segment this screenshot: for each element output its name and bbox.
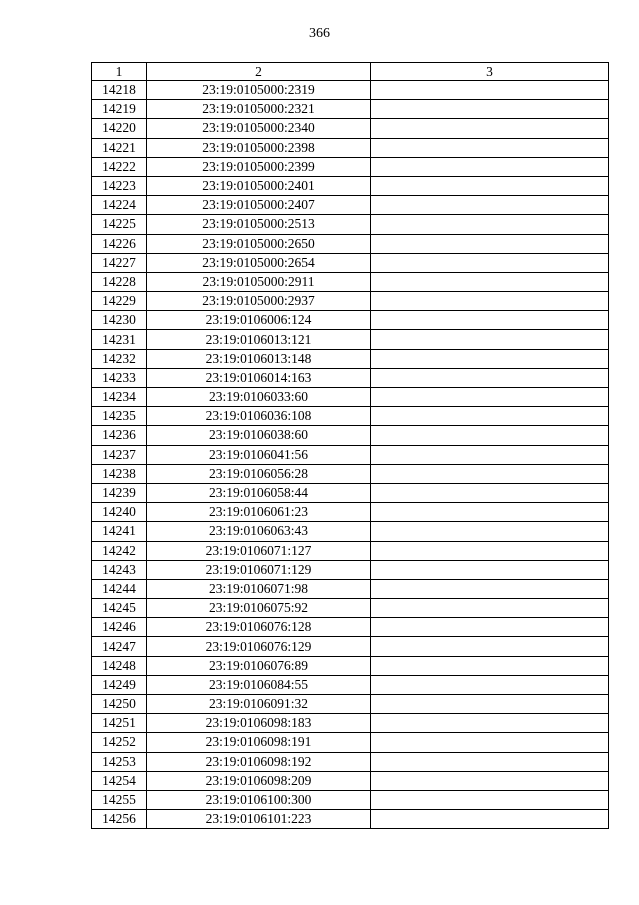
- row-number-cell: 14230: [92, 311, 147, 330]
- notes-cell: [371, 330, 609, 349]
- row-number-cell: 14242: [92, 541, 147, 560]
- row-number-cell: 14253: [92, 752, 147, 771]
- table-row: [92, 426, 609, 445]
- notes-cell: [371, 714, 609, 733]
- row-number-cell: 14243: [92, 560, 147, 579]
- row-number-cell: 14224: [92, 196, 147, 215]
- cadastral-number-cell: 23:19:0106013:148: [147, 349, 371, 368]
- notes-cell: [371, 368, 609, 387]
- table-row: [92, 253, 609, 272]
- cadastral-number-cell: 23:19:0106076:129: [147, 637, 371, 656]
- row-number-cell: 14220: [92, 119, 147, 138]
- notes-cell: [371, 675, 609, 694]
- row-number-cell: 14222: [92, 157, 147, 176]
- notes-cell: [371, 100, 609, 119]
- table-header: [92, 63, 609, 81]
- row-number-cell: 14234: [92, 388, 147, 407]
- notes-cell: [371, 215, 609, 234]
- cadastral-number-cell: 23:19:0106041:56: [147, 445, 371, 464]
- row-number-cell: 14245: [92, 599, 147, 618]
- cadastral-number-cell: 23:19:0106033:60: [147, 388, 371, 407]
- cadastral-number-cell: 23:19:0106091:32: [147, 695, 371, 714]
- row-number-cell: 14239: [92, 483, 147, 502]
- table-row: [92, 599, 609, 618]
- row-number-cell: 14218: [92, 81, 147, 100]
- table-row: [92, 272, 609, 291]
- row-number-cell: 14246: [92, 618, 147, 637]
- row-number-cell: 14237: [92, 445, 147, 464]
- cadastral-number-cell: 23:19:0106084:55: [147, 675, 371, 694]
- notes-cell: [371, 388, 609, 407]
- notes-cell: [371, 445, 609, 464]
- table-row: [92, 483, 609, 502]
- table-row: [92, 100, 609, 119]
- notes-cell: [371, 176, 609, 195]
- notes-cell: [371, 656, 609, 675]
- notes-cell: [371, 599, 609, 618]
- notes-cell: [371, 311, 609, 330]
- cadastral-number-cell: 23:19:0106076:89: [147, 656, 371, 675]
- row-number-cell: 14244: [92, 579, 147, 598]
- table-row: [92, 292, 609, 311]
- cadastral-number-cell: 23:19:0106056:28: [147, 464, 371, 483]
- table-row: [92, 368, 609, 387]
- notes-cell: [371, 253, 609, 272]
- cadastral-number-cell: 23:19:0105000:2513: [147, 215, 371, 234]
- cadastral-number-cell: 23:19:0106098:209: [147, 771, 371, 790]
- cadastral-number-cell: 23:19:0106071:127: [147, 541, 371, 560]
- column-header-cadastral: 2: [147, 63, 371, 81]
- row-number-cell: 14256: [92, 810, 147, 829]
- notes-cell: [371, 196, 609, 215]
- table-row: [92, 714, 609, 733]
- table-row: [92, 407, 609, 426]
- row-number-cell: 14228: [92, 272, 147, 291]
- cadastral-number-cell: 23:19:0105000:2650: [147, 234, 371, 253]
- row-number-cell: 14233: [92, 368, 147, 387]
- notes-cell: [371, 733, 609, 752]
- notes-cell: [371, 522, 609, 541]
- row-number-cell: 14223: [92, 176, 147, 195]
- cadastral-number-cell: 23:19:0106006:124: [147, 311, 371, 330]
- row-number-cell: 14219: [92, 100, 147, 119]
- notes-cell: [371, 81, 609, 100]
- row-number-cell: 14231: [92, 330, 147, 349]
- row-number-cell: 14240: [92, 503, 147, 522]
- row-number-cell: 14221: [92, 138, 147, 157]
- cadastral-number-cell: 23:19:0106061:23: [147, 503, 371, 522]
- cadastral-number-cell: 23:19:0106075:92: [147, 599, 371, 618]
- notes-cell: [371, 426, 609, 445]
- cadastral-number-cell: 23:19:0106098:192: [147, 752, 371, 771]
- cadastral-number-cell: 23:19:0105000:2937: [147, 292, 371, 311]
- table-row: [92, 752, 609, 771]
- row-number-cell: 14254: [92, 771, 147, 790]
- cadastral-number-cell: 23:19:0106101:223: [147, 810, 371, 829]
- notes-cell: [371, 637, 609, 656]
- table-row: [92, 560, 609, 579]
- row-number-cell: 14235: [92, 407, 147, 426]
- notes-cell: [371, 292, 609, 311]
- cadastral-number-cell: 23:19:0105000:2401: [147, 176, 371, 195]
- table-row: [92, 637, 609, 656]
- row-number-cell: 14232: [92, 349, 147, 368]
- cadastral-number-cell: 23:19:0106071:129: [147, 560, 371, 579]
- cadastral-number-cell: 23:19:0105000:2407: [147, 196, 371, 215]
- cadastral-number-cell: 23:19:0106036:108: [147, 407, 371, 426]
- row-number-cell: 14225: [92, 215, 147, 234]
- row-number-cell: 14229: [92, 292, 147, 311]
- cadastral-number-cell: 23:19:0105000:2398: [147, 138, 371, 157]
- notes-cell: [371, 503, 609, 522]
- notes-cell: [371, 234, 609, 253]
- column-header-notes: 3: [371, 63, 609, 81]
- notes-cell: [371, 810, 609, 829]
- registry-table: [91, 62, 609, 829]
- table-row: [92, 81, 609, 100]
- notes-cell: [371, 157, 609, 176]
- table-row: [92, 618, 609, 637]
- row-number-cell: 14248: [92, 656, 147, 675]
- row-number-cell: 14226: [92, 234, 147, 253]
- notes-cell: [371, 407, 609, 426]
- cadastral-number-cell: 23:19:0106063:43: [147, 522, 371, 541]
- cadastral-number-cell: 23:19:0106014:163: [147, 368, 371, 387]
- notes-cell: [371, 560, 609, 579]
- cadastral-number-cell: 23:19:0106071:98: [147, 579, 371, 598]
- table-row: [92, 157, 609, 176]
- notes-cell: [371, 695, 609, 714]
- column-header-number: 1: [92, 63, 147, 81]
- row-number-cell: 14251: [92, 714, 147, 733]
- table-row: [92, 311, 609, 330]
- table-row: [92, 790, 609, 809]
- table-row: [92, 675, 609, 694]
- cadastral-number-cell: 23:19:0106098:183: [147, 714, 371, 733]
- page-number: 366: [309, 26, 330, 41]
- cadastral-number-cell: 23:19:0106058:44: [147, 483, 371, 502]
- table-row: [92, 810, 609, 829]
- cadastral-number-cell: 23:19:0105000:2911: [147, 272, 371, 291]
- row-number-cell: 14250: [92, 695, 147, 714]
- table-row: [92, 138, 609, 157]
- row-number-cell: 14249: [92, 675, 147, 694]
- notes-cell: [371, 138, 609, 157]
- table-row: [92, 215, 609, 234]
- row-number-cell: 14238: [92, 464, 147, 483]
- table-row: [92, 733, 609, 752]
- cadastral-number-cell: 23:19:0105000:2399: [147, 157, 371, 176]
- table-row: [92, 541, 609, 560]
- table-row: [92, 445, 609, 464]
- notes-cell: [371, 349, 609, 368]
- cadastral-number-cell: 23:19:0105000:2321: [147, 100, 371, 119]
- cadastral-number-cell: 23:19:0106038:60: [147, 426, 371, 445]
- cadastral-number-cell: 23:19:0105000:2319: [147, 81, 371, 100]
- cadastral-number-cell: 23:19:0106100:300: [147, 790, 371, 809]
- cadastral-number-cell: 23:19:0105000:2654: [147, 253, 371, 272]
- table-row: [92, 503, 609, 522]
- notes-cell: [371, 464, 609, 483]
- table-row: [92, 579, 609, 598]
- notes-cell: [371, 483, 609, 502]
- table-row: [92, 464, 609, 483]
- cadastral-number-cell: 23:19:0106076:128: [147, 618, 371, 637]
- table-body: [92, 81, 609, 829]
- row-number-cell: 14252: [92, 733, 147, 752]
- table-row: [92, 349, 609, 368]
- notes-cell: [371, 579, 609, 598]
- table-row: [92, 656, 609, 675]
- header-row: [92, 63, 609, 81]
- notes-cell: [371, 752, 609, 771]
- row-number-cell: 14241: [92, 522, 147, 541]
- table-row: [92, 522, 609, 541]
- row-number-cell: 14247: [92, 637, 147, 656]
- cadastral-number-cell: 23:19:0106098:191: [147, 733, 371, 752]
- notes-cell: [371, 790, 609, 809]
- table-row: [92, 695, 609, 714]
- cadastral-number-cell: 23:19:0105000:2340: [147, 119, 371, 138]
- table-row: [92, 234, 609, 253]
- table-row: [92, 388, 609, 407]
- notes-cell: [371, 541, 609, 560]
- table-row: [92, 176, 609, 195]
- notes-cell: [371, 771, 609, 790]
- table-row: [92, 119, 609, 138]
- row-number-cell: 14255: [92, 790, 147, 809]
- cadastral-number-cell: 23:19:0106013:121: [147, 330, 371, 349]
- table-row: [92, 196, 609, 215]
- table-row: [92, 771, 609, 790]
- row-number-cell: 14227: [92, 253, 147, 272]
- notes-cell: [371, 272, 609, 291]
- row-number-cell: 14236: [92, 426, 147, 445]
- notes-cell: [371, 618, 609, 637]
- table-row: [92, 330, 609, 349]
- notes-cell: [371, 119, 609, 138]
